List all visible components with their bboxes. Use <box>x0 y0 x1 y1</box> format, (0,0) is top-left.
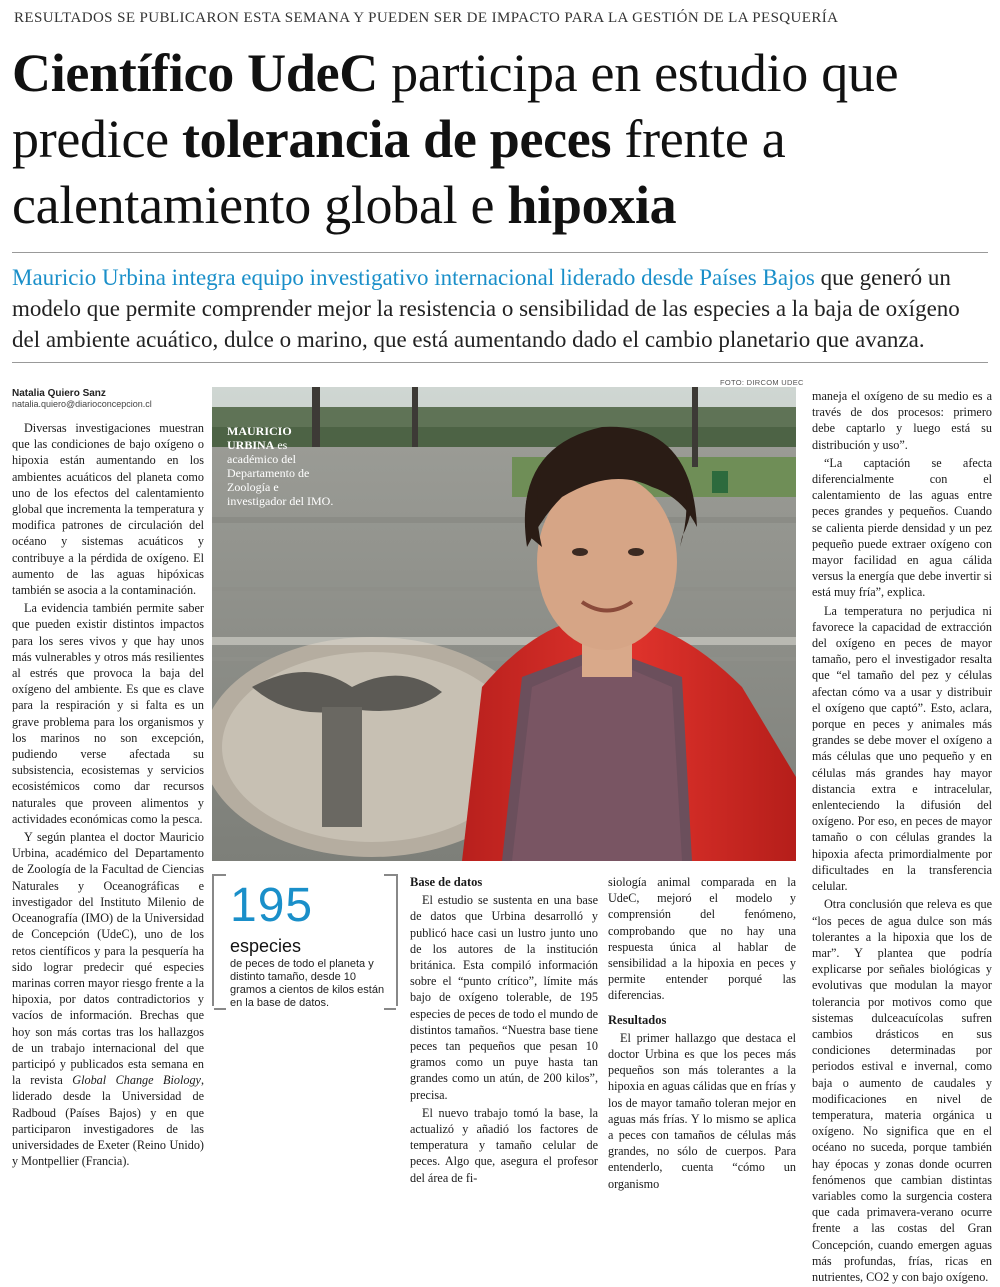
paragraph <box>12 829 204 1169</box>
headline-part-3: tolerancia de peces <box>182 109 612 169</box>
journal-name: Global Change Biology <box>72 1073 201 1088</box>
paragraph: Diversas investigaciones muestran que las condiciones de bajo oxígeno o hipoxia están aumentando en los ambientes acuáticos del planeta como uno de los efectos del calentamiento global que incrementa la temperatura y modifica patrones de circulación del océano y sistemas acuáticos y contribuye a la pérdida de oxígeno. El aumento de las aguas hipóxicas también se asocia a la contaminación. <box>12 421 204 598</box>
author-name: Natalia Quiero Sanz <box>12 388 106 399</box>
section-heading: Resultados <box>608 1012 667 1027</box>
paragraph: La evidencia también permite saber que pueden existir distintos impactos para los seres vivos y que hay unos más vulnerables y otros más resilientes al estrés que provoca la baja del oxígeno del ambiente. Es que es clave para la respiración y si falta es un grave problema para los organismos y los marinos no son excepción, pudiendo verse afectada su subsistencia, ecosistemas y servicios ecosistémicos como dar recursos naturales que proveen alimentos y actividades económicas como la pesca. <box>12 601 204 826</box>
paragraph: siología animal comparada en la UdeC, mejoró el modelo y comprensión del fenómeno, comprobando que no hay una respuesta única al hablar de sensibilidad a la hipoxia en peces y permite entender porqué las diferencias. <box>608 875 796 1003</box>
paragraph: “La captación se afecta diferencialmente con el calentamiento de las aguas entre peces grandes y pequeños. Cuando se calienta pierde densidad y un pez pequeño puede extraer oxígeno con mayor facilidad en agua cálida versus la energía que debe invertir si está muy fría”, explica. <box>812 455 992 600</box>
divider <box>12 362 988 363</box>
paragraph-text: Y según plantea el doctor Mauricio Urbina, académico del Departamento de Zoología de la Facultad de Ciencias Naturales y Oceanográficas e investigador del Instituto Milenio de Oceanografía (IMO) de la Universidad de Concepción (UdeC), uno de los retos científicos y para la pesquería ha sido lograr predecir qué especies marinas corren mayor riesgo frente a la hipoxia, por datos contradictorios y vacíos de información. Brechas que hoy son más cortas tras los hallazgos de un trabajo internacional del que participó y publicados esta semana en la revista <box>12 830 204 1088</box>
headline-part-1: Científico UdeC <box>12 43 378 103</box>
divider <box>12 252 988 253</box>
section-heading: Base de datos <box>410 875 483 889</box>
paragraph: El nuevo trabajo tomó la base, la actualizó y añadió los factores de temperatura y tamaño celular de peces. Algo que, asegura el profesor del área de fi- <box>410 1105 598 1185</box>
stat-number: 195 <box>230 879 314 932</box>
article-column-4 <box>812 388 992 1287</box>
article-column-3 <box>608 874 796 1194</box>
paragraph: maneja el oxígeno de su medio es a través de dos procesos: primero debe captarlo y luego está su distribución y uso”. <box>812 389 992 452</box>
deck-rest: que generó un modelo que permite comprender mejor la resistencia o sensibilidad de las especies a la baja de oxígeno del ambiente acuático, dulce o marino, que está aumentando dado el cambio planetario que avanza. <box>12 265 960 352</box>
paragraph: El estudio se sustenta en una base de datos que Urbina desarrolló y publicó hace casi un lustro junto uno de los autores de la institución británica. Esta compiló información sobre el “punto crítico”, límite más bajo de oxígeno tolerable, de 195 especies de peces de todo el mundo de distintos tamaños. “Nuestra base tiene peces tan pequeños que pesan 10 gramos como un puye hasta tan grandes como un atún, de 200 kilos”, precisa. <box>410 893 598 1102</box>
stat-label: especies <box>230 936 302 956</box>
paragraph-text: , liderado desde la Universidad de Radboud (Países Bajos) y en que participaron investigadores de las universidades de Exeter (Reino Unido) y Montpellier (Francia). <box>12 1073 204 1169</box>
headline-part-5: hipoxia <box>507 175 677 235</box>
caption-text: es académico del Departamento de Zoología e investigador del IMO. <box>227 438 334 508</box>
caption-name: MAURICIO URBINA <box>227 424 292 452</box>
article-column-1 <box>12 420 204 1171</box>
paragraph: La temperatura no perjudica ni favorece la capacidad de extracción del oxígeno en peces de mayor tamaño, pero el investigador resalta que “el tamaño del pez y células afectan cómo va a usar y distribuir el oxígeno que captó”. Esto, aclara, porque en peces y animales más grandes se debe mover el oxígeno a más células que uno pequeño y en células más grandes hay mayor distancia extra e intracelular, enlenteciendo la difusión del oxígeno. Por eso, en peces de mayor tamaño o con células grandes la hipoxia afecta primordialmente por dificultades en la transferencia celular. <box>812 603 992 894</box>
photo-caption <box>227 424 337 508</box>
paragraph: El primer hallazgo que destaca el doctor Urbina es que los peces más pequeños son más tolerantes a la hipoxia en aguas cálidas que en frías y los de mayor tamaño toleran mejor en aguas más frías. Y lo mismo se aplica a peces con tamaños de células más grandes, no sólo de cuerpos. Para entenderlo, cuenta “cómo un organismo <box>608 1030 796 1191</box>
deck-lead: Mauricio Urbina integra equipo investigativo internacional liderado desde Países Bajos <box>12 265 815 290</box>
headline-part-4: frente a calentamiento global e <box>12 109 786 235</box>
article-column-2 <box>410 874 598 1188</box>
headline-part-2: participa en estudio que predice <box>12 43 899 169</box>
byline <box>12 388 208 409</box>
stat-callout <box>212 874 398 1009</box>
photo-credit: FOTO: DIRCOM UDEC <box>720 378 804 387</box>
deck <box>12 262 992 355</box>
kicker: RESULTADOS SE PUBLICARON ESTA SEMANA Y PUEDEN SER DE IMPACTO PARA LA GESTIÓN DE LA PESQUERÍA <box>14 10 839 26</box>
paragraph: Otra conclusión que releva es que “los peces de agua dulce son más tolerantes a la hipoxia que los de mar”. Y plantea que podría explicarse por señales biológicas y evolutivas que modulan la mayor tolerancia por motivos como que sistemas dulceacuícolas sufren cambios drásticos en sus condiciones determinadas por periodos estival e invernal, como baja o aumento de caudales y modificaciones en nivel de temperatura, materia orgánica u oxígeno. No significa que en el océano no suceda, porque también hay épocas y zonas donde ocurren fenómenos que cambian distintas variables como la surgencia costera que cada primavera-verano ocurre frente a las costas del Gran Concepción, cuando emergen aguas más profundas, frías, ricas en nutrientes, CO2 y con bajo oxígeno. <box>812 897 992 1284</box>
author-email: natalia.quiero@diarioconcepcion.cl <box>12 399 152 409</box>
stat-description: de peces de todo el planeta y distinto tamaño, desde 10 gramos a cientos de kilos están en la base de datos. <box>230 958 385 1009</box>
headline <box>12 40 992 238</box>
